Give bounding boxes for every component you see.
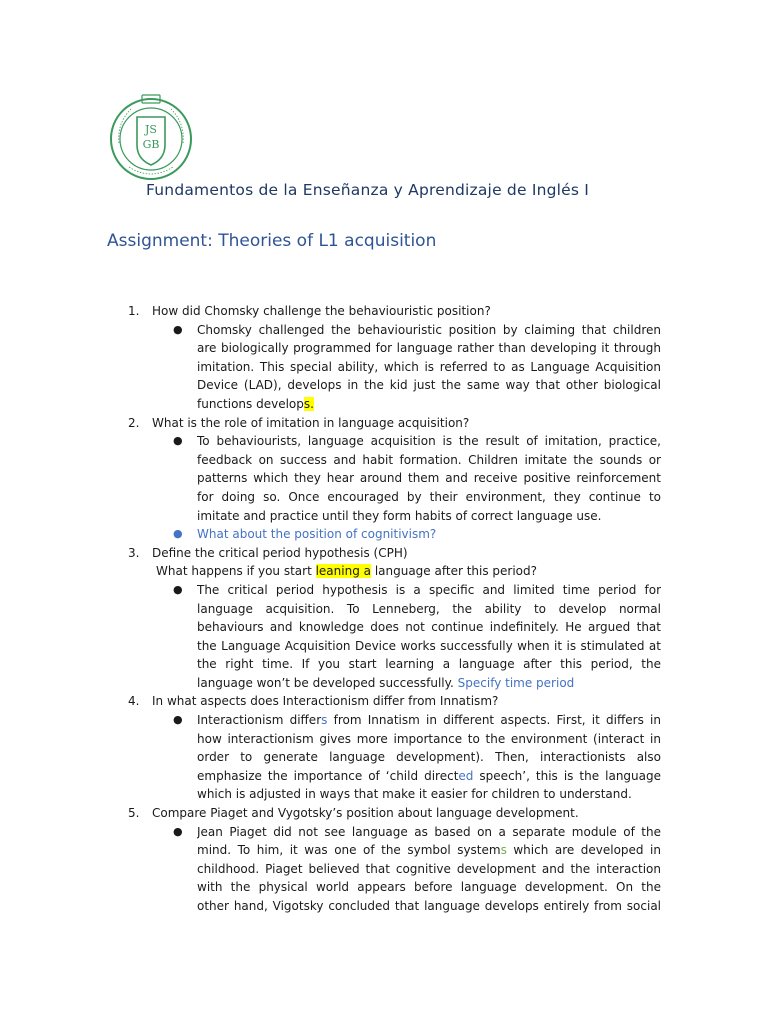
bullet-icon: ● [173,824,183,838]
answer-2 [173,432,661,525]
answer-text: from Innatism in different aspects. First, it differs in [327,713,661,728]
answer-line: the Language Acquisition Device works successfully when it is stimulated at [197,638,661,653]
question-number: 3. [128,545,140,560]
logo-monogram-top: JS [145,123,157,136]
correction-text: ed [458,768,474,783]
question-5 [0,804,672,823]
answer-text: speech’, this is the language [473,768,661,783]
answer-3 [173,581,661,693]
answer-line: for doing so. Once encouraged by their environment, they continue to [197,489,661,504]
question-text: How did Chomsky challenge the behaviouristic position? [152,304,491,318]
answer-text: functions develop [197,396,304,411]
bullet-icon: ● [173,322,183,336]
teacher-comment: Specify time period [457,675,575,690]
highlighted-text: s. [303,396,314,411]
correction-text: s [500,843,507,858]
bullet-icon: ● [173,713,183,727]
answer-line: imitation. This special ability, which is referred to as Language Acquisition [197,359,661,374]
answer-line [197,767,661,786]
highlighted-text: leaning a [315,564,371,579]
question-4 [0,692,672,711]
answer-line: behaviours and knowledge does not continue indefinitely. He argued that [197,620,661,635]
answer-line: are biologically programmed for language rather than developing it through [197,341,661,356]
question-text: Compare Piaget and Vygotsky’s position about language development. [152,806,579,821]
answer-text: mind. To him, it was one of the symbol system [197,843,501,858]
answer-line: feedback on success and habit formation. Children imitate the sounds or [197,452,661,467]
answer-line: how interactionism gives more importance to the environment (interact in [197,731,661,746]
answer-text: language won’t be developed successfully. [197,675,454,690]
answer-line: imitate and practice until they form habits of correct language use. [197,508,602,523]
question-number: 2. [128,415,140,430]
answer-line [197,841,661,860]
assignment-title: Assignment: Theories of L1 acquisition [107,231,437,251]
answer-1 [173,321,661,414]
answer-line: The critical period hypothesis is a specific and limited time period for [197,582,661,597]
answer-line: childhood. Piaget believed that cognitive development and the interaction [197,861,661,876]
answer-line: which is adjusted in ways that make it easier for children to understand. [197,787,632,802]
answer-line: the right time. If you start learning a language after this period, the [197,657,661,672]
answer-line: patterns which they hear around them and receive positive reinforcement [197,471,661,486]
comment-text: What about the position of cognitivism? [197,527,437,542]
answer-5 [173,823,661,916]
answer-line: Chomsky challenged the behaviouristic position by claiming that children [197,322,661,337]
question-1 [0,302,672,321]
answer-line [197,711,661,730]
question-number: 1. [128,304,140,318]
question-3 [0,544,672,563]
answer-line: Device (LAD), develops in the kid just the same way that other biological [197,378,661,393]
question-number: 5. [128,806,140,821]
institute-logo [107,93,195,183]
question-list [0,302,768,916]
answer-line [197,395,661,414]
question-text: Define the critical period hypothesis (CPH) [152,545,408,560]
question-number: 4. [128,694,140,709]
question-2 [0,414,672,433]
question-text: What is the role of imitation in language acquisition? [152,415,470,430]
answer-text: emphasize the importance of ‘child direct [197,768,459,783]
answer-line: Jean Piaget did not see language as based on a separate module of the [197,824,661,839]
answer-text: Interactionism differ [197,713,322,728]
teacher-comment-2 [173,525,661,544]
answer-line: To behaviourists, language acquisition is the result of imitation, practice, [197,434,661,449]
answer-line: with the physical world appears before language development. On the [197,880,661,895]
answer-text: which are developed in [506,843,661,858]
question-text: In what aspects does Interactionism differ from Innatism? [152,694,499,709]
answer-line: order to generate language development). Then, interactionists also [197,750,661,765]
subquestion-text: language after this period? [371,564,538,579]
answer-line: language acquisition. To Lenneberg, the ability to develop normal [197,601,661,616]
question-3-subquestion [0,562,676,581]
bullet-icon: ● [173,582,183,596]
correction-text: s [321,713,328,728]
answer-line: other hand, Vigotsky concluded that language develops entirely from social [197,899,661,913]
logo-monogram-bottom: GB [142,138,160,151]
answer-line [197,674,661,693]
answer-4 [173,711,661,804]
subquestion-text: What happens if you start [156,564,316,579]
bullet-icon: ● [173,434,183,448]
course-title: Fundamentos de la Enseñanza y Aprendizaje de Inglés I [146,181,590,199]
bullet-icon: ● [173,527,183,541]
